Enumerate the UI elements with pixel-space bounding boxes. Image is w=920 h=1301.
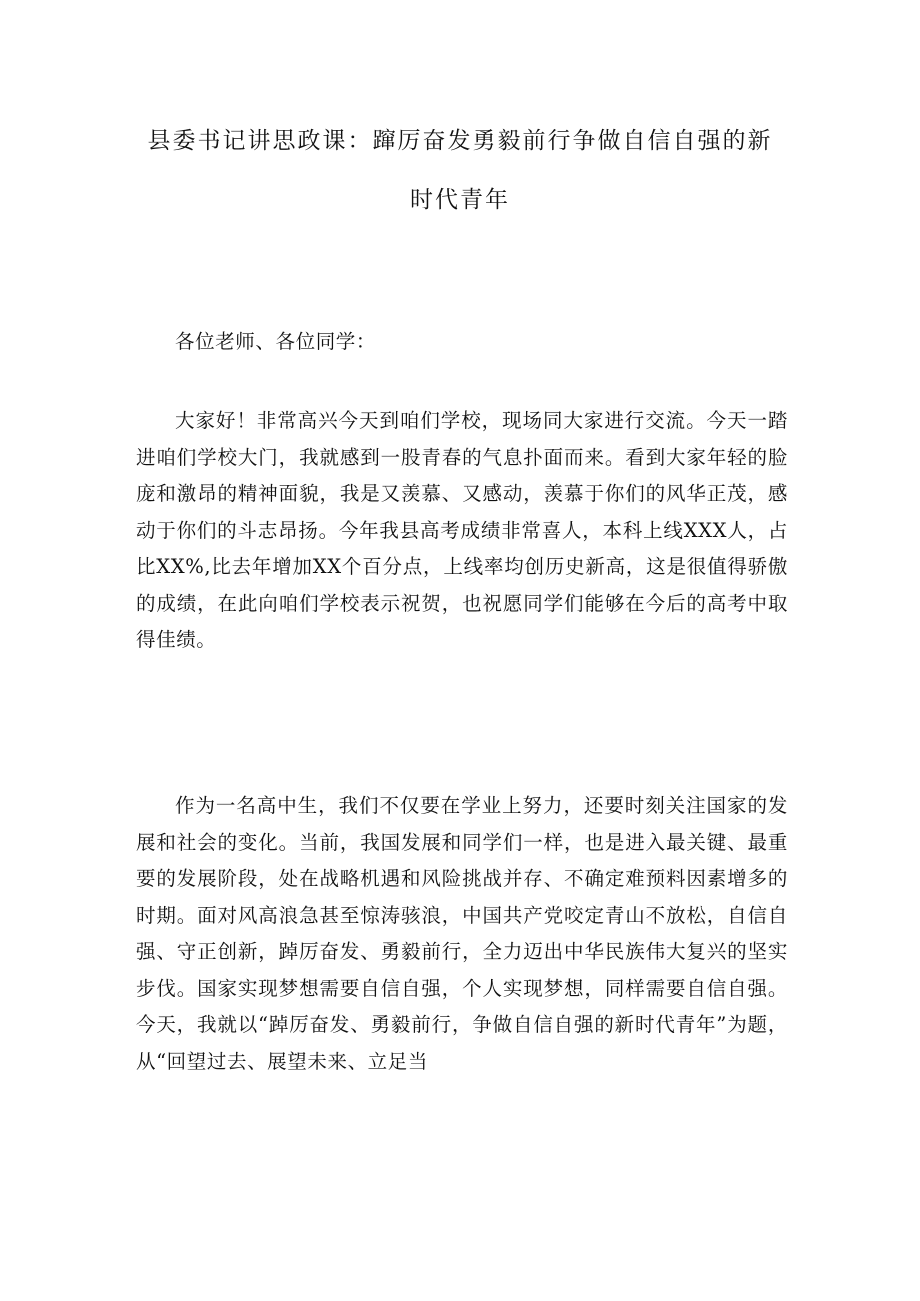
paragraph-2: 作为一名高中生，我们不仅要在学业上努力，还要时刻关注国家的发展和社会的变化。当前，我国发展和同学们一样，也是进入最关键、最重要的发展阶段，处在战略机遇和风险挑战并存、不确定难预料因素增多的时期。面对风高浪急甚至惊涛骇浪，中国共产党咬定青山不放松，自信自强、守正创新，踔厉奋发、勇毅前行，全力迈出中华民族伟大复兴的坚实步伐。国家实现梦想需要自信自强，个人实现梦想，同样需要自信自强。今天，我就以“踔厉奋发、勇毅前行，争做自信自强的新时代青年”为题，从“回望过去、展望未来、立足当 bbox=[136, 794, 788, 1073]
paragraph-1: 大家好！非常高兴今天到咱们学校，现场同大家进行交流。今天一踏进咱们学校大门，我就感到一股青春的气息扑面而来。看到大家年轻的脸庞和激昂的精神面貌，我是又羡慕、又感动，羡慕于你们的风华正茂，感动于你们的斗志昂扬。今年我县高考成绩非常喜人，本科上线XXX人，占比XX%,比去年增加XX个百分点，上线率均创历史新高，这是很值得骄傲的成绩，在此向咱们学校表示祝贺，也祝愿同学们能够在今后的高考中取得佳绩。 bbox=[136, 409, 788, 651]
document-title-line-1: 县委书记讲思政课：蹿厉奋发勇毅前行争做自信自强的新 bbox=[147, 128, 773, 154]
document-title-line-2: 时代青年 bbox=[410, 187, 510, 213]
salutation: 各位老师、各位同学： bbox=[175, 330, 377, 353]
